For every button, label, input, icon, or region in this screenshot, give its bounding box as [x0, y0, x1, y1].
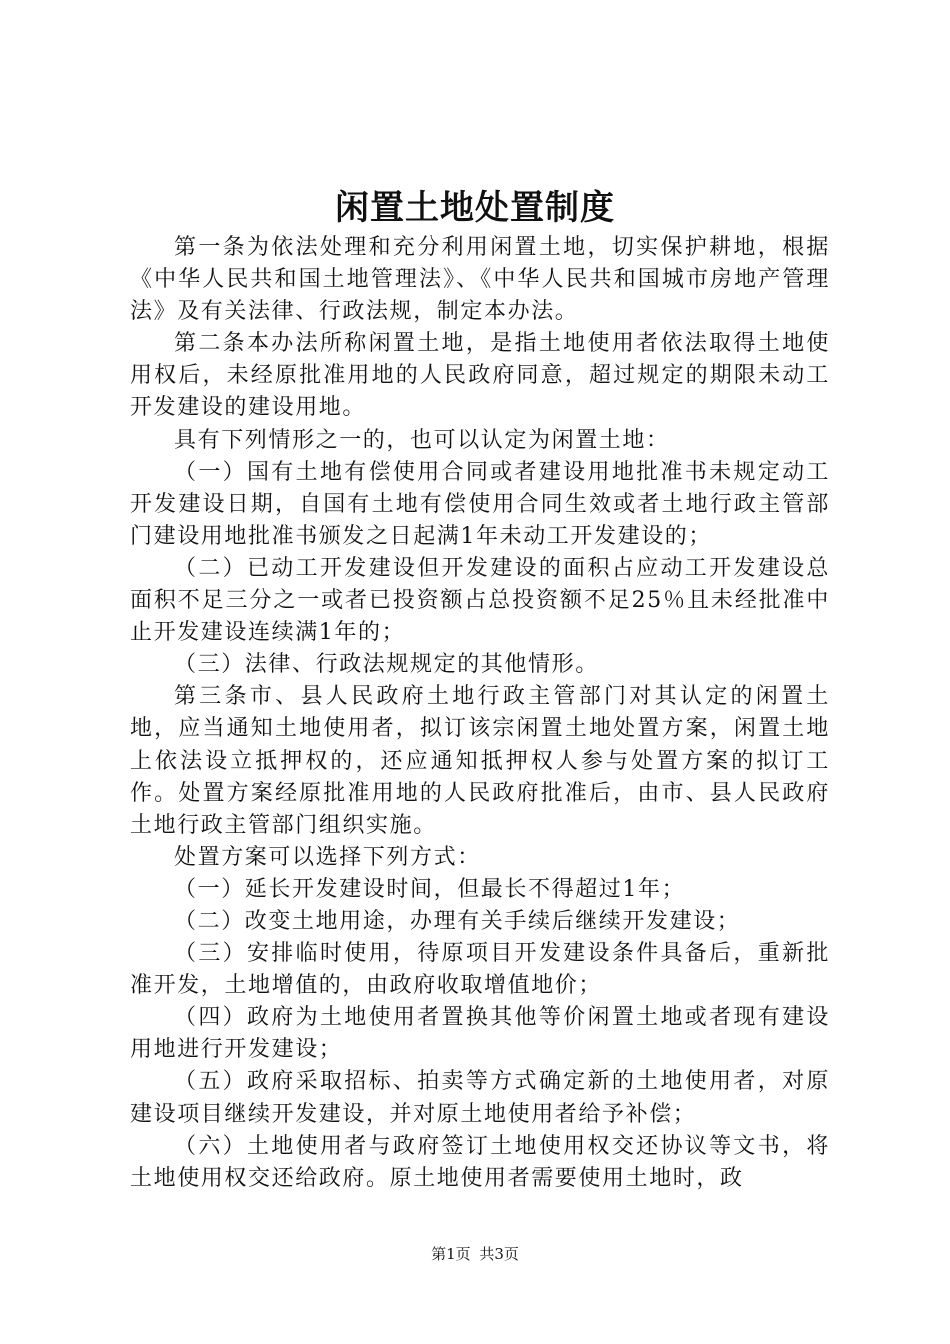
paragraph: （二）已动工开发建设但开发建设的面积占应动工开发建设总面积不足三分之一或者已投资额占总投资额不足25％且未经批准中止开发建设连续满1年的；	[130, 555, 830, 646]
paragraph: （三）法律、行政法规规定的其他情形。	[174, 652, 599, 678]
paragraph: （四）政府为土地使用者置换其他等价闲置土地或者现有建设用地进行开发建设；	[130, 1005, 830, 1063]
paragraph: 第三条市、县人民政府土地行政主管部门对其认定的闲置土地，应当通知土地使用者，拟订该宗闲置土地处置方案，闲置土地上依法设立抵押权的，还应通知抵押权人参与处置方案的拟订工作。处置方案经原批准用地的人民政府批准后，由市、县人民政府土地行政主管部门组织实施。	[130, 684, 830, 838]
current-page-label: 第1页	[431, 1245, 471, 1263]
page-footer	[0, 1243, 950, 1265]
total-pages-label: 共3页	[479, 1245, 519, 1263]
paragraph: 处置方案可以选择下列方式：	[174, 844, 481, 870]
paragraph: 具有下列情形之一的，也可以认定为闲置土地：	[174, 427, 670, 453]
paragraph: （一）延长开发建设时间，但最长不得超过1年；	[174, 876, 686, 902]
paragraph: （一）国有土地有偿使用合同或者建设用地批准书未规定动工开发建设日期，自国有土地有偿使用合同生效或者土地行政主管部门建设用地批准书颁发之日起满1年未动工开发建设的；	[130, 459, 830, 549]
paragraph: （五）政府采取招标、拍卖等方式确定新的土地使用者，对原建设项目继续开发建设，并对原土地使用者给予补偿；	[130, 1069, 830, 1127]
paragraph: 第二条本办法所称闲置土地，是指土地使用者依法取得土地使用权后，未经原批准用地的人民政府同意，超过规定的期限未动工开发建设的建设用地。	[130, 331, 830, 421]
document-body	[130, 232, 830, 1195]
paragraph: （三）安排临时使用，待原项目开发建设条件具备后，重新批准开发，土地增值的，由政府收取增值地价；	[130, 941, 830, 999]
paragraph: 第一条为依法处理和充分利用闲置土地，切实保护耕地，根据《中华人民共和国土地管理法》、《中华人民共和国城市房地产管理法》及有关法律、行政法规，制定本办法。	[130, 235, 830, 325]
paragraph: （六）土地使用者与政府签订土地使用权交还协议等文书，将土地使用权交还给政府。原土地使用者需要使用土地时，政	[130, 1133, 830, 1191]
paragraph: （二）改变土地用途，办理有关手续后继续开发建设；	[174, 908, 741, 934]
document-title: 闲置土地处置制度	[335, 188, 615, 228]
